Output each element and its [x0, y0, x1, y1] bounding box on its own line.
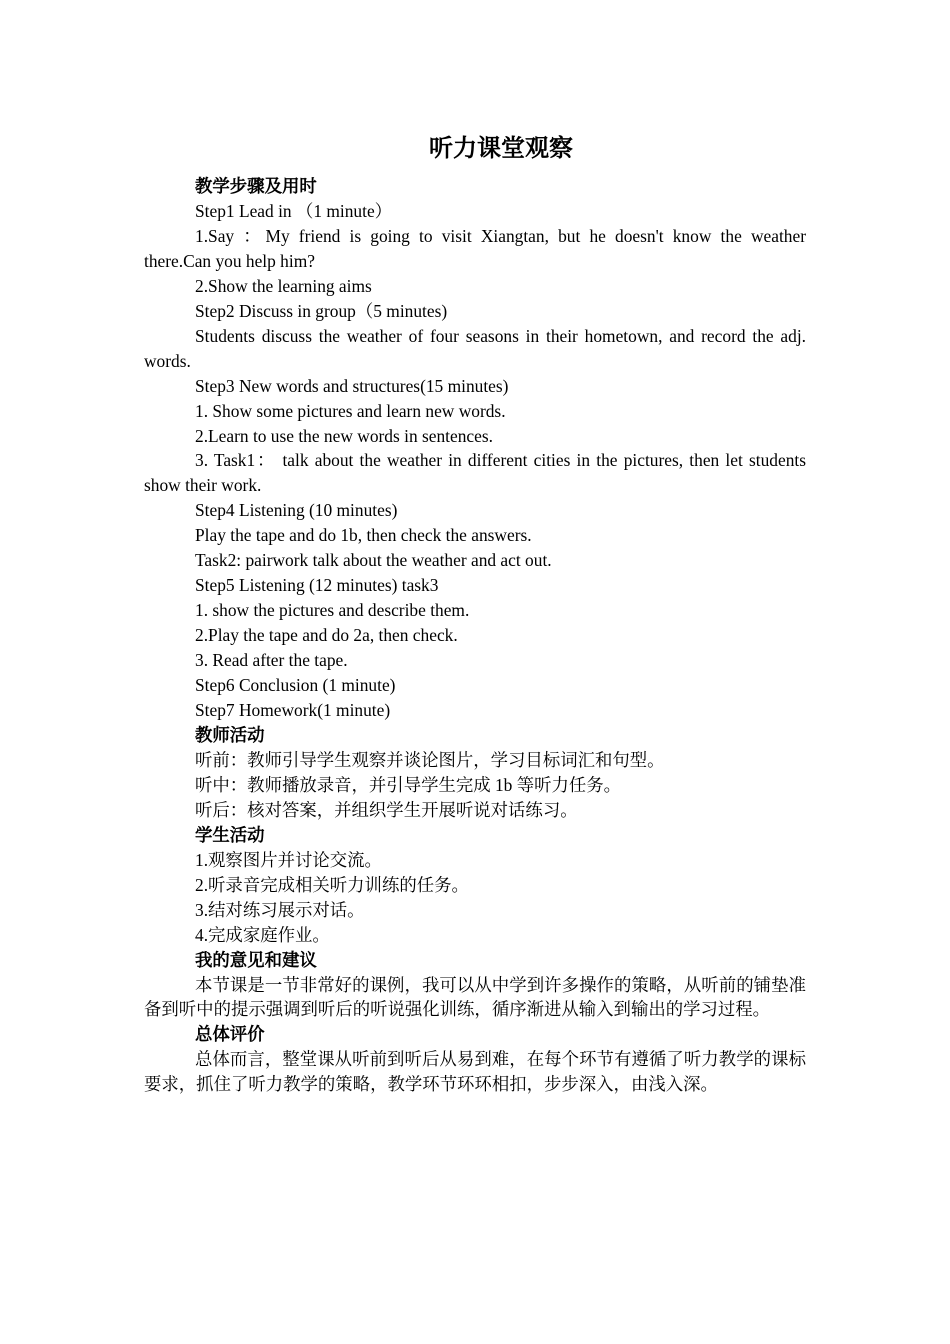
teacher-activity-line: 听前：教师引导学生观察并谈论图片，学习目标词汇和句型。 [195, 749, 665, 770]
step-line: Students discuss the weather of four seasons in their hometown, and record the adj. words. [144, 325, 806, 371]
section-heading-teacher: 教师活动 [195, 724, 265, 745]
step-line: Step3 New words and structures(15 minutes) [195, 375, 509, 396]
document-title: 听力课堂观察 [429, 136, 573, 162]
student-activity-line: 4.完成家庭作业。 [195, 924, 330, 945]
student-activity-line: 3.结对练习展示对话。 [195, 899, 365, 920]
student-activity-line: 2.听录音完成相关听力训练的任务。 [195, 874, 469, 895]
section-heading-opinion: 我的意见和建议 [195, 949, 317, 970]
step-line: Play the tape and do 1b, then check the answers. [195, 525, 532, 546]
step-line: 2.Show the learning aims [195, 275, 372, 296]
section-heading-overall: 总体评价 [195, 1024, 265, 1045]
teacher-activity-line: 听后：核对答案，并组织学生开展听说对话练习。 [195, 799, 578, 820]
step-line: 1. show the pictures and describe them. [195, 600, 470, 621]
step-line: 1. Show some pictures and learn new words. [195, 400, 506, 421]
step-line: Step2 Discuss in group（5 minutes) [195, 300, 448, 321]
step-line: Step7 Homework(1 minute) [195, 700, 391, 721]
step-line: Step5 Listening (12 minutes) task3 [195, 575, 439, 596]
document-body [144, 174, 806, 1097]
step-line: 1.Say ：My friend is going to visit Xiangtan, but he doesn't know the weather there.Can you help him? [144, 225, 806, 271]
step-line: Step6 Conclusion (1 minute) [195, 675, 396, 696]
opinion-paragraph: 本节课是一节非常好的课例，我可以从中学到许多操作的策略，从听前的铺垫准备到听中的提示强调到听后的听说强化训练，循序渐进从输入到输出的学习过程。 [144, 974, 806, 1020]
step-line: 2.Learn to use the new words in sentences. [195, 425, 493, 446]
section-heading-steps: 教学步骤及用时 [195, 176, 317, 196]
teacher-activity-line: 听中：教师播放录音，并引导学生完成 1b 等听力任务。 [195, 774, 622, 795]
step-line: Task2: pairwork talk about the weather and act out. [195, 550, 552, 571]
step-line: 3. Task1： talk about the weather in different cities in the pictures, then let students show their work. [144, 450, 806, 496]
step-line: 2.Play the tape and do 2a, then check. [195, 625, 458, 646]
overall-paragraph: 总体而言，整堂课从听前到听后从易到难，在每个环节有遵循了听力教学的课标要求，抓住了听力教学的策略，教学环节环环相扣，步步深入，由浅入深。 [144, 1049, 806, 1095]
step-line: 3. Read after the tape. [195, 650, 348, 671]
step-line: Step4 Listening (10 minutes) [195, 500, 398, 521]
student-activity-line: 1.观察图片并讨论交流。 [195, 849, 382, 870]
step-line: Step1 Lead in （1 minute） [195, 200, 393, 221]
section-heading-student: 学生活动 [195, 824, 265, 845]
